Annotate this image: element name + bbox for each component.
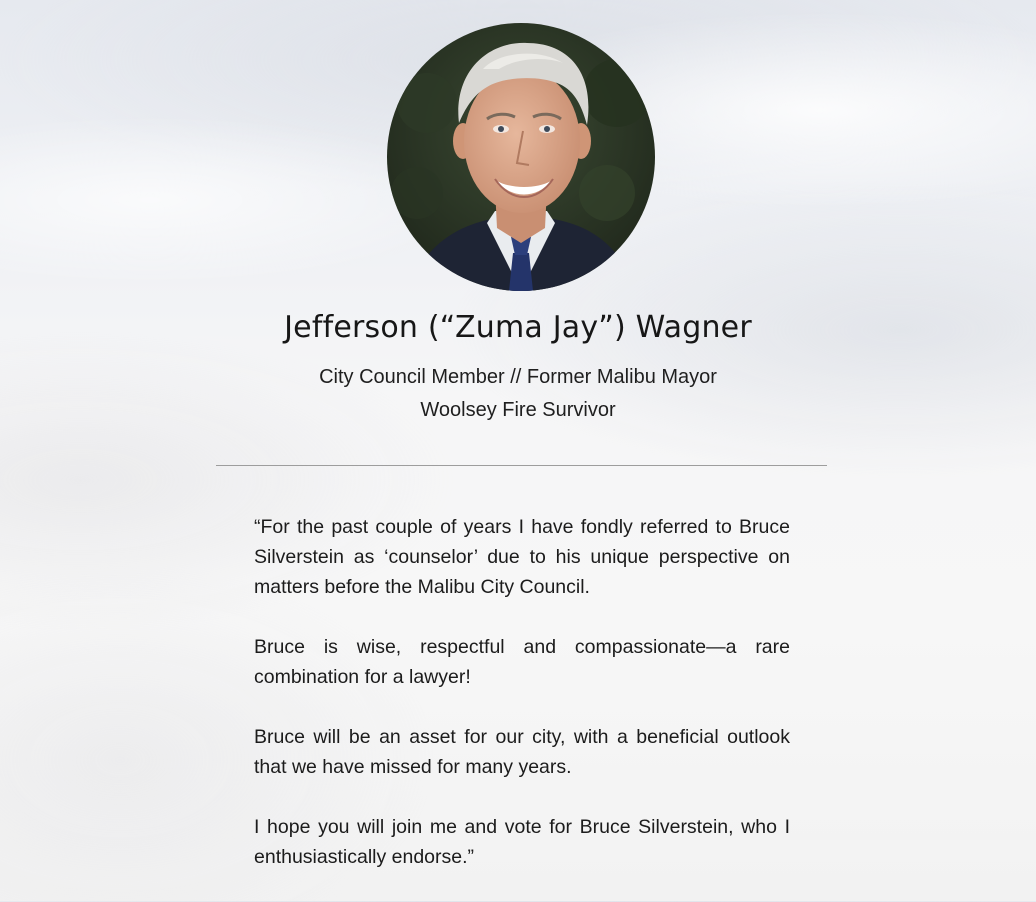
person-title: City Council Member // Former Malibu Mayor [319,366,717,388]
testimonial-paragraph: Bruce will be an asset for our city, with a beneficial outlook that we have missed for many years. [254,726,790,778]
testimonial-paragraph: “For the past couple of years I have fondly referred to Bruce Silverstein as ‘counselor’ due to his unique perspective on matters before the Malibu City Council. [254,516,790,598]
testimonial-paragraph: Bruce is wise, respectful and compassionate—a rare combination for a lawyer! [254,636,790,688]
testimonial-quote [254,512,790,902]
section-divider [216,465,827,466]
testimonial-paragraph: I hope you will join me and vote for Bruce Silverstein, who I enthusiastically endorse.” [254,816,790,868]
person-subtitle: Woolsey Fire Survivor [420,399,616,421]
profile-photo [387,23,655,291]
person-name: Jefferson (“Zuma Jay”) Wagner [284,310,752,345]
